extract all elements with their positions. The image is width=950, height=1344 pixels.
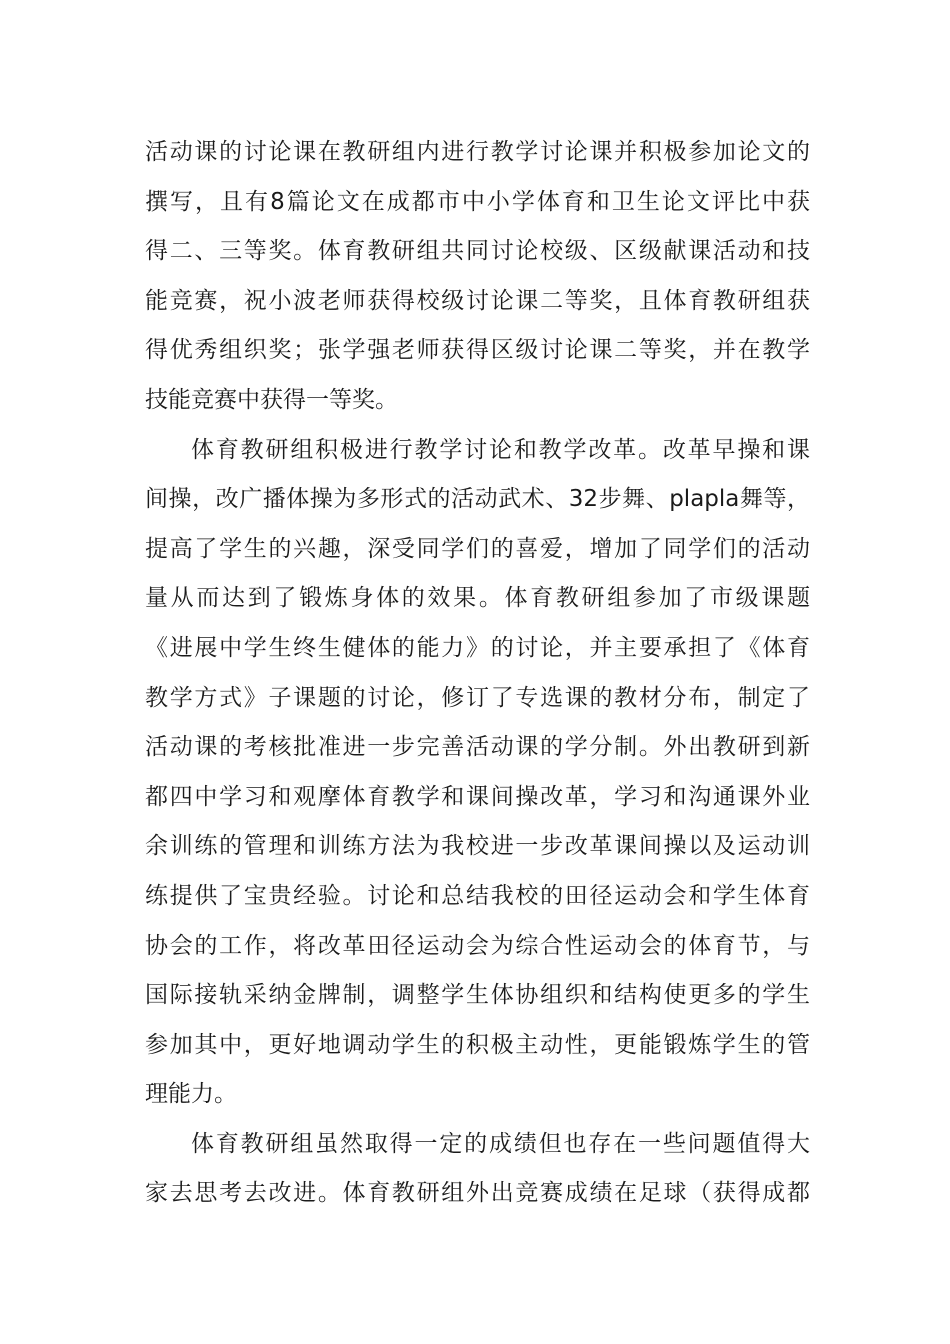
paragraph-1: [145, 128, 810, 426]
text-line: 参加其中，更好地调动学生的积极主动性，更能锻炼学生的管: [145, 1031, 810, 1058]
text-line: 提高了学生的兴趣，深受同学们的喜爱，增加了同学们的活动: [145, 535, 810, 562]
text-line: 得二、三等奖。体育教研组共同讨论校级、区级献课活动和技: [145, 238, 810, 265]
text-line: 练提供了宝贵经验。讨论和总结我校的田径运动会和学生体育: [145, 882, 810, 909]
text-line: 家去思考去改进。体育教研组外出竞赛成绩在足球（获得成都: [145, 1180, 810, 1207]
text-line: 量从而达到了锻炼身体的效果。体育教研组参加了市级课题: [145, 585, 810, 612]
text-line: 余训练的管理和训练方法为我校进一步改革课间操以及运动训: [145, 833, 810, 860]
text-line: 技能竞赛中获得一等奖。: [145, 386, 398, 413]
text-line: 体育教研组虽然取得一定的成绩但也存在一些问题值得大: [191, 1130, 810, 1157]
text-line: 活动课的考核批准进一步完善活动课的学分制。外出教研到新: [145, 734, 810, 761]
text-line: 都四中学习和观摩体育教学和课间操改革，学习和沟通课外业: [145, 783, 810, 810]
text-line: 协会的工作，将改革田径运动会为综合性运动会的体育节，与: [145, 932, 810, 959]
paragraph-3: [145, 1120, 810, 1219]
text-line: 得优秀组织奖；张学强老师获得区级讨论课二等奖，并在教学: [145, 337, 810, 364]
text-line: 能竞赛，祝小波老师获得校级讨论课二等奖，且体育教研组获: [145, 287, 810, 314]
text-line: 教学方式》子课题的讨论，修订了专选课的教材分布，制定了: [145, 684, 810, 711]
text-line: 撰写，且有8篇论文在成都市中小学体育和卫生论文评比中获: [145, 188, 810, 215]
text-line: 间操，改广播体操为多形式的活动武术、32步舞、plapla舞等，: [145, 486, 810, 513]
text-line: 体育教研组积极进行教学讨论和教学改革。改革早操和课: [191, 436, 810, 463]
text-line: 国际接轨采纳金牌制，调整学生体协组织和结构使更多的学生: [145, 982, 810, 1009]
text-line: 活动课的讨论课在教研组内进行教学讨论课并积极参加论文的: [145, 139, 810, 165]
text-line: 《进展中学生终生健体的能力》的讨论，并主要承担了《体育: [145, 634, 810, 661]
paragraph-2: [145, 426, 810, 1120]
text-line: 理能力。: [145, 1081, 237, 1108]
document-body: [145, 128, 810, 1219]
